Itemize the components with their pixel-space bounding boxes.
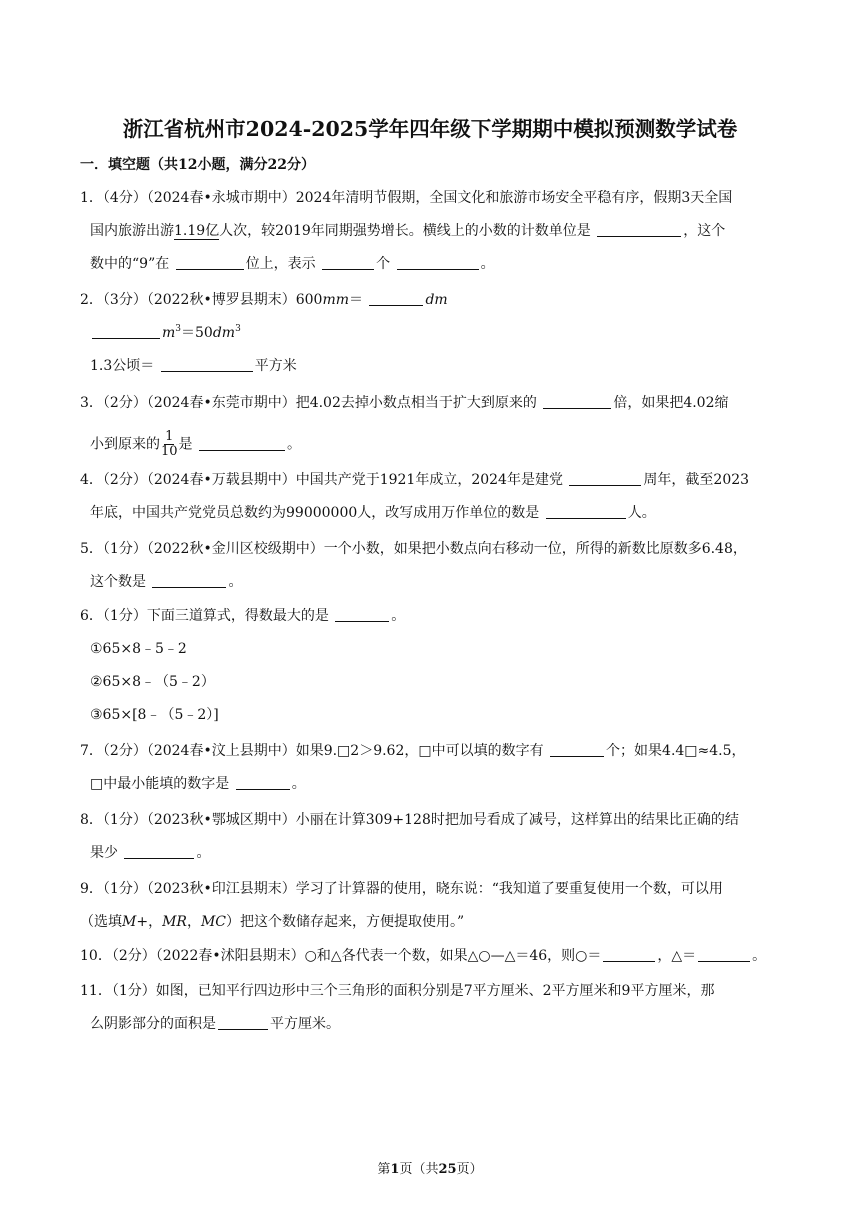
page-number: 1	[390, 1162, 400, 1177]
answer-blank[interactable]	[550, 742, 604, 757]
question-6-line-1: 6．（1分）下面三道算式，得数最大的是 。	[80, 608, 406, 624]
answer-blank[interactable]	[397, 255, 479, 270]
question-9-line-2: （选填M+，MR，MC）把这个数储存起来，方便提取使用。”	[80, 914, 465, 930]
page-total: 25	[438, 1162, 457, 1177]
page-footer: 第1页（共25页）	[377, 1162, 483, 1177]
answer-blank[interactable]	[597, 222, 681, 237]
section-heading: 一．填空题（共12小题，满分22分）	[80, 157, 315, 173]
option-1: ①65×8﹣5﹣2	[90, 641, 187, 657]
answer-blank[interactable]	[543, 394, 611, 409]
page-title: 浙江省杭州市2024-2025学年四年级下学期期中模拟预测数学试卷	[122, 117, 738, 141]
answer-blank[interactable]	[236, 775, 290, 790]
answer-blank[interactable]	[569, 471, 641, 486]
answer-blank[interactable]	[199, 436, 285, 451]
answer-blank[interactable]	[124, 844, 194, 859]
answer-blank[interactable]	[369, 291, 423, 306]
answer-blank[interactable]	[698, 947, 750, 962]
answer-blank[interactable]	[322, 255, 374, 270]
question-9-line-1: 9．（1分）（2023秋•印江县期末）学习了计算器的使用，晓东说：“我知道了要重复使用一个数，可以用	[80, 881, 723, 897]
answer-blank[interactable]	[335, 607, 389, 622]
question-1-line-3: 数中的“9”在 位上，表示 个 。	[90, 256, 495, 272]
answer-blank[interactable]	[603, 947, 655, 962]
answer-blank[interactable]	[176, 255, 244, 270]
question-2-line-1: 2．（3分）（2022秋•博罗县期末）600mm＝ dm	[80, 292, 448, 308]
question-5-line-1: 5．（1分）（2022秋•金川区校级期中）一个小数，如果把小数点向右移动一位，所得的新数比原数多6.48，	[80, 541, 747, 557]
underlined-number: 1.19亿	[174, 223, 220, 239]
question-3-line-1: 3．（2分）（2024春•东莞市期中）把4.02去掉小数点相当于扩大到原来的 倍，如果把4.02缩	[80, 395, 729, 411]
answer-blank[interactable]	[161, 357, 253, 372]
question-7-line-2: □中最小能填的数字是 。	[90, 776, 306, 792]
question-8-line-2: 果少 。	[90, 845, 211, 861]
question-2-line-3: 1.3公顷＝ 平方米	[90, 358, 297, 374]
question-4-line-1: 4．（2分）（2024春•万载县期中）中国共产党于1921年成立，2024年是建党 周年，截至2023	[80, 472, 750, 488]
question-1-line-1: 1．（4分）（2024春•永城市期中）2024年清明节假期，全国文化和旅游市场安全平稳有序，假期3天全国	[80, 190, 733, 206]
option-2: ②65×8﹣（5﹣2）	[90, 674, 215, 690]
answer-blank[interactable]	[92, 324, 160, 339]
question-3-line-2: 小到原来的 $\frac{1}{10}$ 是 。	[90, 429, 301, 459]
question-10-line-1: 10．（2分）（2022春•沭阳县期末）○和△各代表一个数，如果△○—△＝46，则○＝ ，△＝ 。	[80, 948, 767, 964]
question-8-line-1: 8．（1分）（2023秋•鄂城区期中）小丽在计算309+128时把加号看成了减号，这样算出的结果比正确的结	[80, 812, 739, 828]
question-5-line-2: 这个数是 。	[90, 574, 243, 590]
answer-blank[interactable]	[218, 1015, 268, 1030]
question-7-line-1: 7．（2分）（2024春•汶上县期中）如果9.□2＞9.62，□中可以填的数字有 个；如果4.4□≈4.5，	[80, 743, 746, 759]
fraction: $\frac{1}{10}$	[161, 429, 178, 459]
question-4-line-2: 年底，中国共产党党员总数约为99000000人，改写成用万作单位的数是 人。	[90, 505, 656, 521]
question-11-line-2: 么阴影部分的面积是 平方厘米。	[90, 1016, 340, 1032]
question-1-line-2: 国内旅游出游1.19亿人次，较2019年同期强势增长。横线上的小数的计数单位是 ，这个	[90, 223, 726, 239]
answer-blank[interactable]	[152, 573, 226, 588]
option-3: ③65×[8﹣（5﹣2）]	[90, 707, 219, 723]
question-11-line-1: 11．（1分）如图，已知平行四边形中三个三角形的面积分别是7平方厘米、2平方厘米和9平方厘米，那	[80, 983, 715, 999]
answer-blank[interactable]	[546, 504, 626, 519]
question-2-line-2: $m^3=50dm^3$	[90, 323, 241, 343]
